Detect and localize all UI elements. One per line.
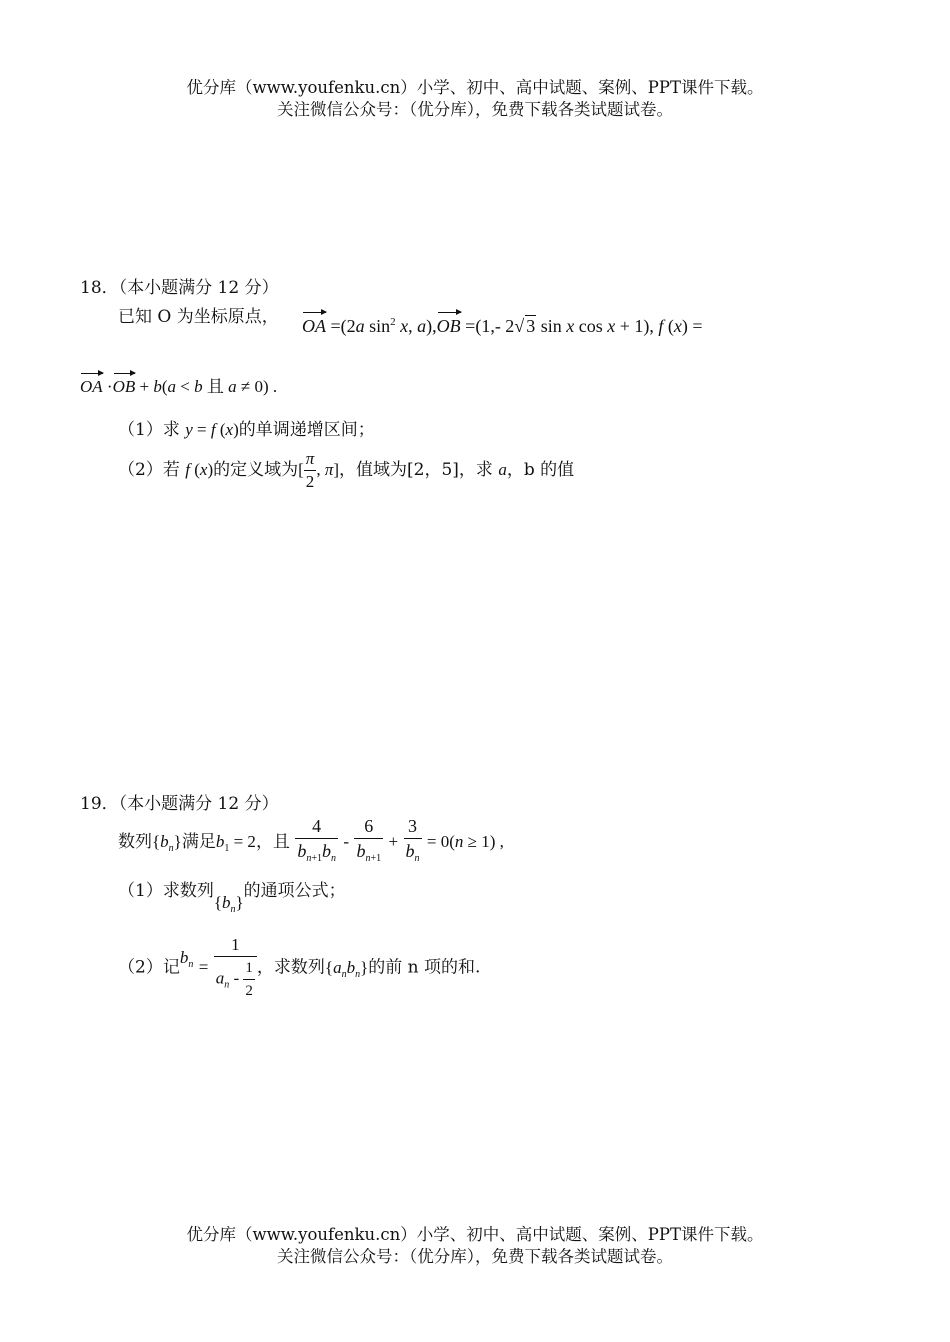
q19-part2-mid: ，求数列 <box>256 957 325 978</box>
footer-line-1: 优分库（www.youfenku.cn）小学、初中、高中试题、案例、PPT课件下载。 <box>186 1225 764 1244</box>
q18-part2-end: ，b 的值 <box>506 460 575 480</box>
q18-part2-prefix: （2）若 <box>118 460 180 480</box>
footer-line-2: 关注微信公众号：（优分库），免费下载各类试题试卷。 <box>277 1247 673 1266</box>
q18-part1-suffix: 的单调递增区间； <box>238 420 375 440</box>
q18-part2: （2）若 f (x)的定义域为[ $\frac{\pi}{2}$ , π]，值域为[2，5]，求 a，b 的值 <box>118 449 575 491</box>
q18-number: 18． <box>80 278 119 298</box>
q19-part2-suffix: 的前 n 项的和. <box>368 957 481 978</box>
q19-intro-a: 数列 <box>118 832 152 852</box>
q18-part1: （1）求 y = f (x)的单调递增区间； <box>118 420 375 440</box>
q18-score: （本小题满分 12 分） <box>118 278 279 298</box>
q19-heading <box>80 789 279 814</box>
q19-part2: （2）记$b_n$ = 1 $a_n$ - $\frac{1}{2}$ ，求数列$\{a_nb_n\}$的前 n 项的和. <box>118 935 481 999</box>
q18-formula-line1: OA =(2a $\sin^2 x$, a),OB =(1,- 2√ 3 sin x cos x + 1), f (x) = <box>302 316 703 336</box>
q18-part2-suffix: ，值域为[2，5]，求 <box>339 460 493 480</box>
q19-intro-c: ，且 <box>255 832 290 852</box>
q18-heading <box>80 273 279 298</box>
q19-intro-b: 满足 <box>181 832 216 852</box>
q19-intro: 数列$\{b_n\}$满足$b_1 = 2$，且 $\frac{4}{b_{n+1}b_n}$ - $\frac{6}{b_{n+1}}$ + $\frac{3}{b_n}$ = 0(n ≥ 1) , <box>118 816 504 864</box>
q19-part1-prefix: （1）求数列 <box>118 881 214 901</box>
q19-score: （本小题满分 12 分） <box>118 794 279 814</box>
q19-number: 19． <box>80 794 119 814</box>
header-line-2: 关注微信公众号：（优分库），免费下载各类试题试卷。 <box>277 100 673 119</box>
q19-part1-suffix: 的通项公式； <box>243 881 346 901</box>
q19-part2-prefix: （2）记 <box>118 957 180 978</box>
q18-part2-mid: 的定义域为 <box>213 460 299 480</box>
q18-formula-line2: OA ·OB + b(a < b 且 a ≠ 0) . <box>80 377 278 396</box>
header-line-1: 优分库（www.youfenku.cn）小学、初中、高中试题、案例、PPT课件下载。 <box>186 78 764 97</box>
q18-part2-a: a <box>498 460 507 479</box>
q19-part1: （1）求数列$\{b_n\}$的通项公式； <box>118 881 346 915</box>
q18-part1-prefix: （1）求 <box>118 420 180 440</box>
q18-intro: 已知 O 为坐标原点， <box>118 307 279 327</box>
